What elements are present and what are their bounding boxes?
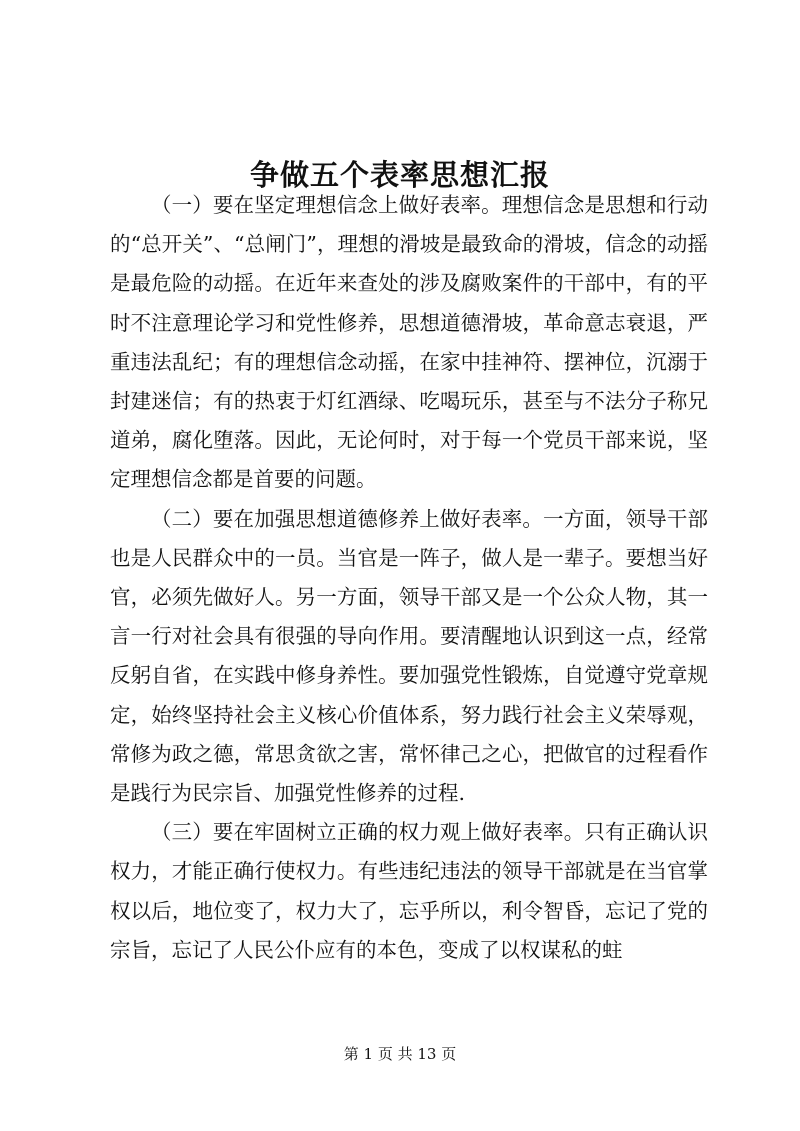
page-number-footer: 第 1 页 共 13 页 [343,1045,457,1063]
document-body [110,186,708,970]
document-title: 争做五个表率思想汇报 [249,158,550,193]
paragraph-1: （一）要在坚定理想信念上做好表率。理想信念是思想和行动的“总开关”、“总闸门”，理想的滑坡是最致命的滑坡，信念的动摇是最危险的动摇。在近年来查处的涉及腐败案件的干部中，有的平时不注意理论学习和党性修养，思想道德滑坡，革命意志衰退，严重违法乱纪；有的理想信念动摇，在家中挂神符、摆神位，沉溺于封建迷信；有的热衷于灯红酒绿、吃喝玩乐，甚至与不法分子称兄道弟，腐化堕落。因此，无论何时，对于每一个党员干部来说，坚定理想信念都是首要的问题。 [110,193,708,492]
paragraph-2: （二）要在加强思想道德修养上做好表率。一方面，领导干部也是人民群众中的一员。当官是一阵子，做人是一辈子。要想当好官，必须先做好人。另一方面，领导干部又是一个公众人物，其一言一行对社会具有很强的导向作用。要清醒地认识到这一点，经常反躬自省，在实践中修身养性。要加强党性锻炼，自觉遵守党章规定，始终坚持社会主义核心价值体系，努力践行社会主义荣辱观，常修为政之德，常思贪欲之害，常怀律己之心，把做官的过程看作是践行为民宗旨、加强党性修养的过程. [110,506,708,806]
paragraph-3: （三）要在牢固树立正确的权力观上做好表率。只有正确认识权力，才能正确行使权力。有些违纪违法的领导干部就是在当官掌权以后，地位变了，权力大了，忘乎所以，利令智昏，忘记了党的宗旨，忘记了人民公仆应有的本色，变成了以权谋私的蛀 [110,820,708,962]
